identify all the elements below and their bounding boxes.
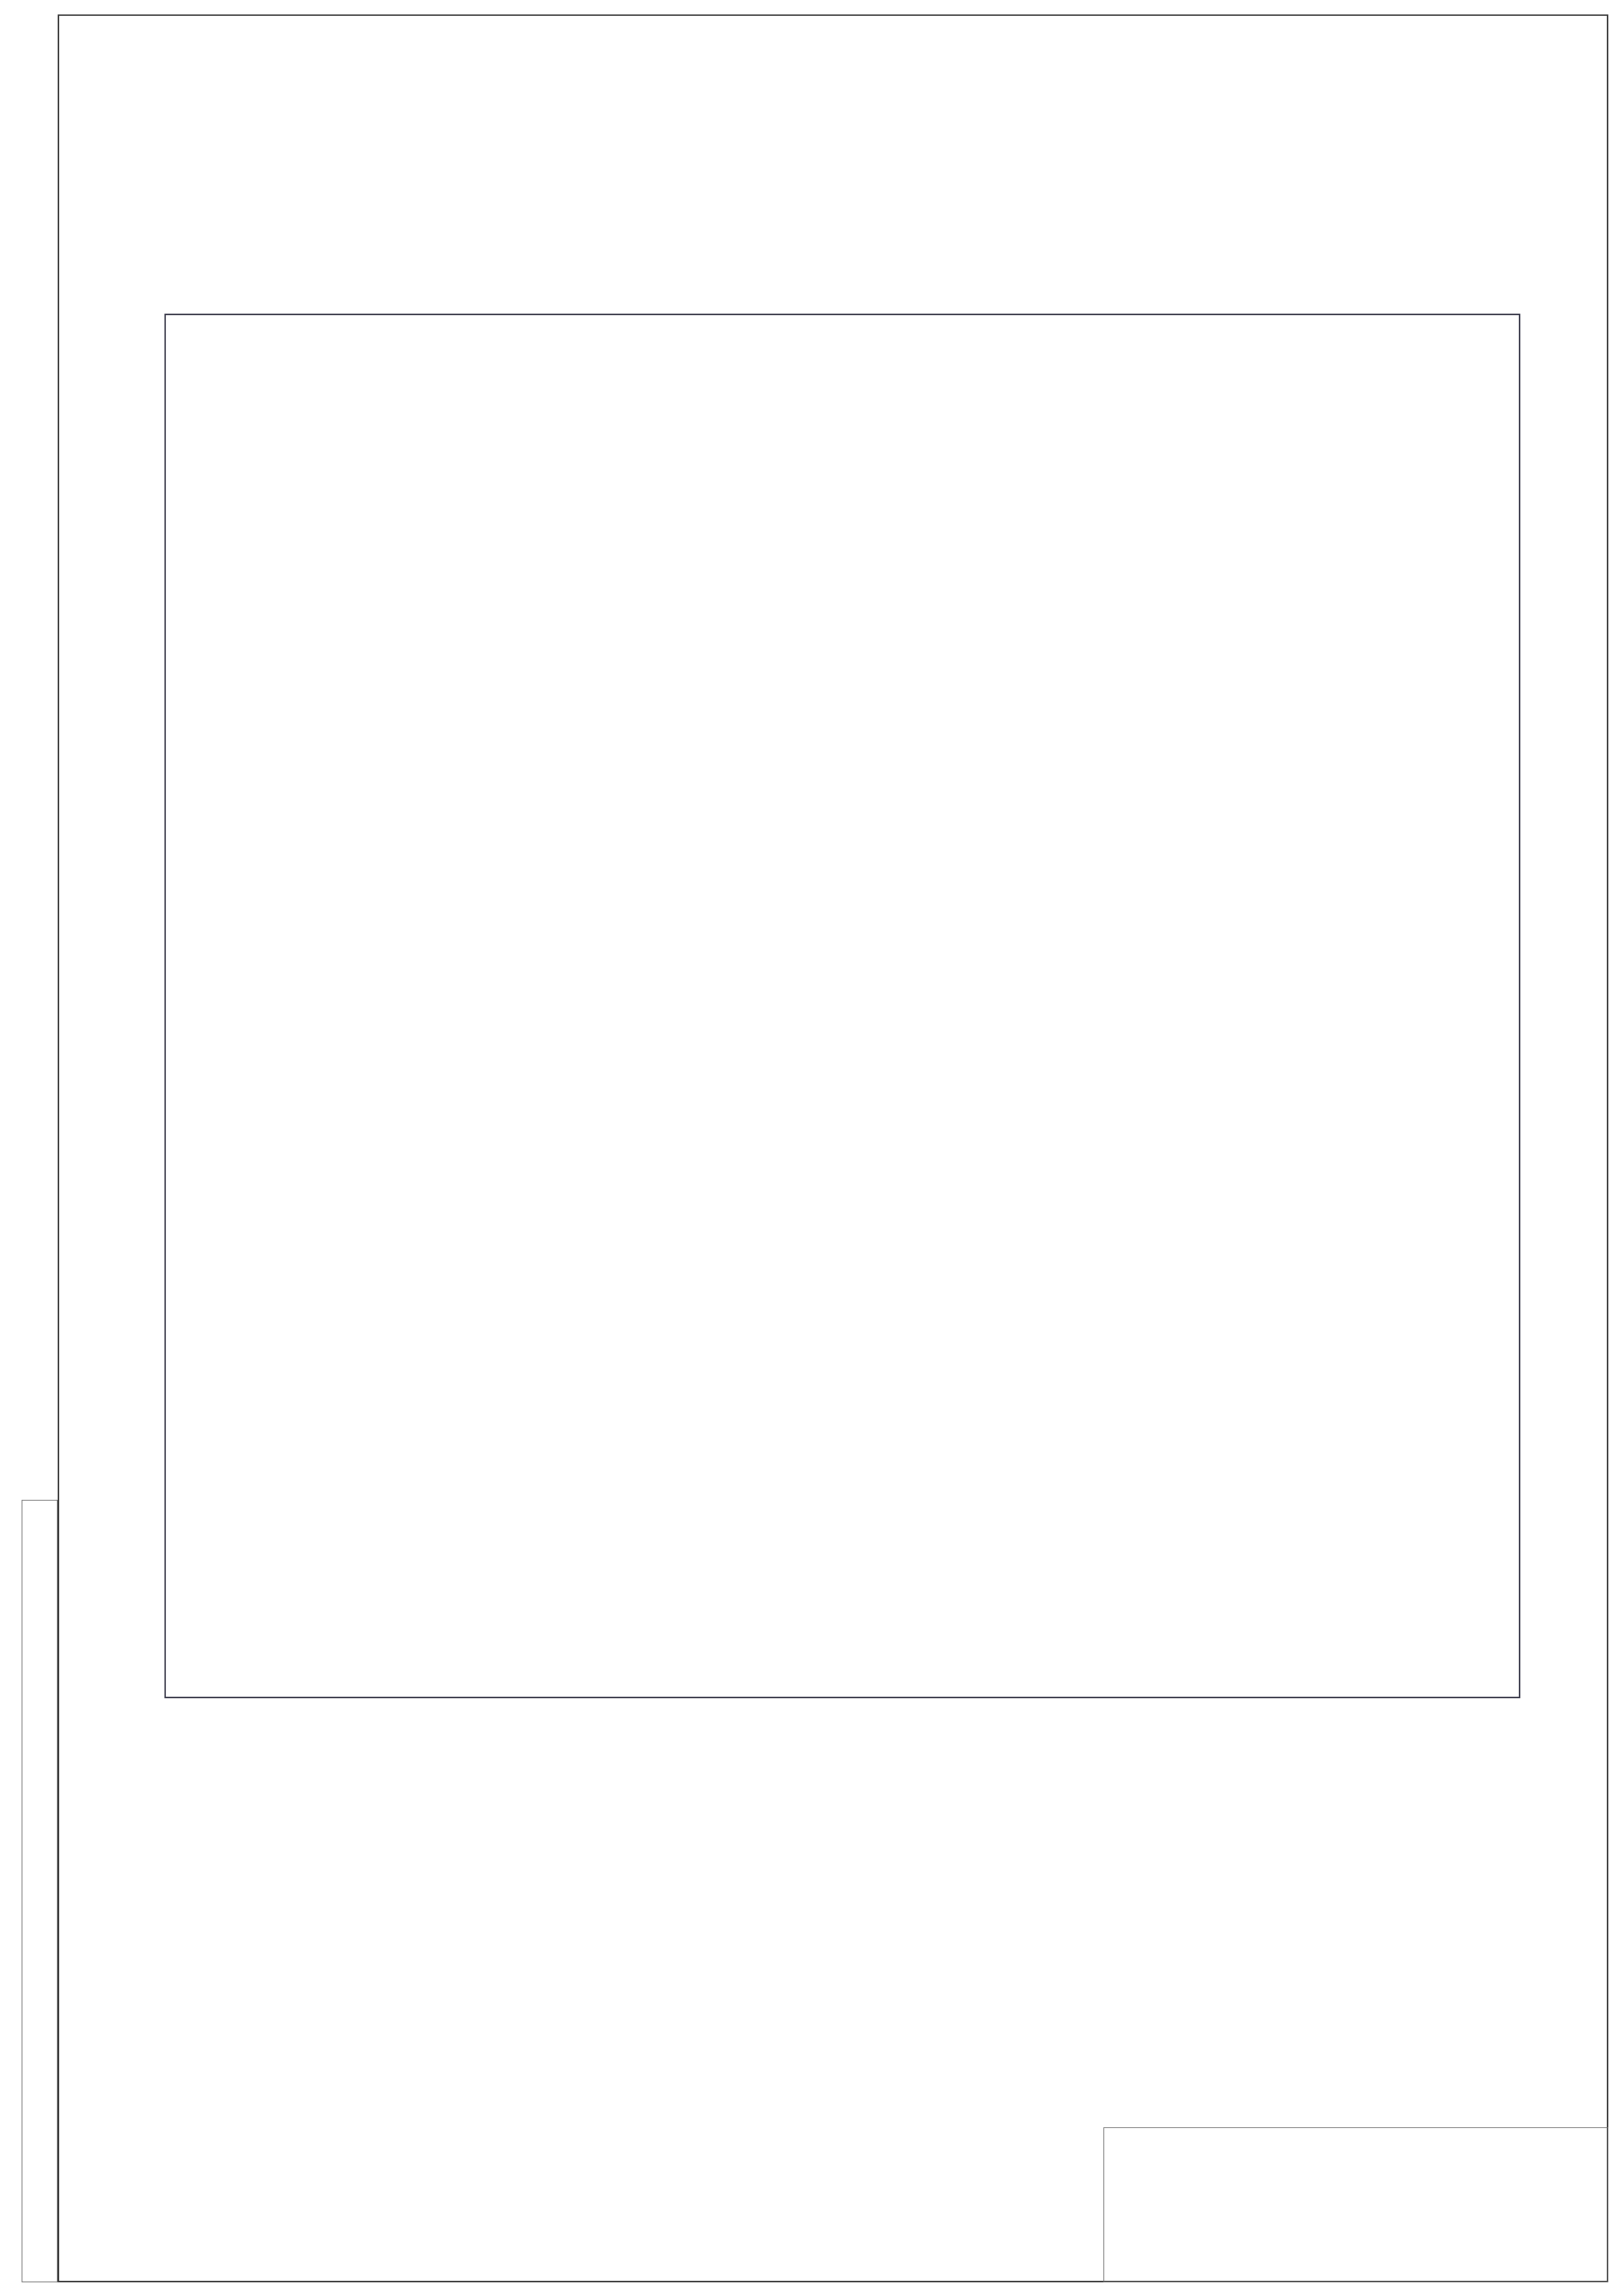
- side-stamp: [22, 1500, 58, 2282]
- title-block: [1103, 2127, 1608, 2282]
- indicators-table: [164, 314, 1520, 1698]
